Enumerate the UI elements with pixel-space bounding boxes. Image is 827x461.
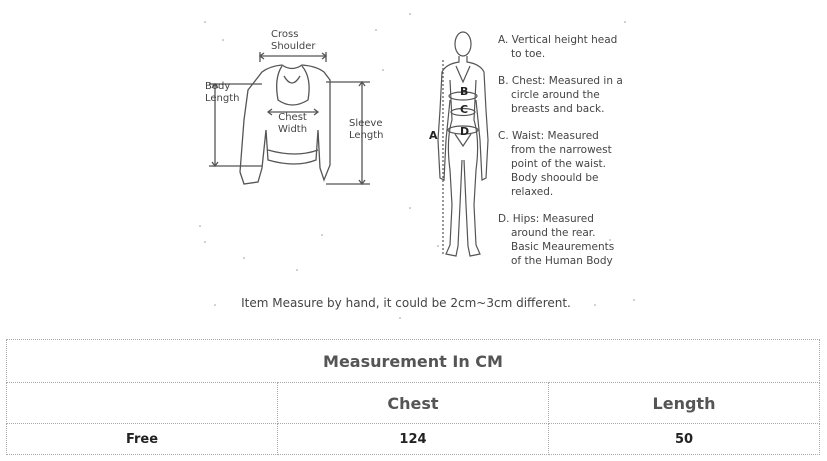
note-line: to toe. [511, 48, 546, 60]
marker-c: C [460, 103, 469, 116]
label-line: Sleeve [349, 118, 383, 129]
marker-a: A [429, 129, 438, 142]
marker-b: B [460, 85, 469, 98]
note-line: from the narrowest [511, 144, 612, 156]
table-title-row [7, 340, 820, 383]
note-heading: C. Waist: Measured [498, 130, 599, 142]
cell-length: 50 [549, 424, 820, 455]
note-d [498, 212, 633, 268]
size-table [6, 339, 820, 455]
table-title: Measurement In CM [7, 340, 820, 383]
note-line: of the Human Body [511, 255, 613, 267]
note-line: breasts and back. [511, 103, 605, 115]
table-row [7, 424, 820, 455]
label-line: Length [205, 93, 240, 104]
label-line: Body [205, 81, 231, 92]
note-line: relaxed. [511, 186, 554, 198]
note-line: circle around the [511, 89, 600, 101]
marker-d: D [460, 125, 470, 138]
cross-shoulder-label [271, 29, 316, 53]
note-a [498, 33, 633, 61]
cell-size: Free [7, 424, 278, 455]
cell-chest: 124 [278, 424, 549, 455]
note-line: Body shoould be [511, 172, 599, 184]
label-line: Cross [271, 29, 299, 40]
note-heading: D. Hips: Measured [498, 213, 594, 225]
table-header-row [7, 383, 820, 424]
label-line: Chest [278, 112, 307, 123]
note-b [498, 74, 633, 116]
human-figure-outline [438, 32, 488, 256]
sleeve-length-label [349, 118, 384, 142]
label-line: Shoulder [271, 41, 316, 52]
body-length-label [205, 81, 240, 105]
header-cell-length: Length [549, 383, 820, 424]
measurement-disclaimer: Item Measure by hand, it could be 2cm~3cm different. [241, 296, 571, 310]
chest-width-label [278, 112, 307, 136]
note-heading: A. Vertical height head [498, 34, 618, 46]
header-cell-chest: Chest [278, 383, 549, 424]
header-cell-size [7, 383, 278, 424]
note-line: point of the waist. [511, 158, 607, 170]
label-line: Length [349, 130, 384, 141]
note-line: around the rear. [511, 227, 596, 239]
note-c [498, 129, 633, 199]
note-line: Basic Meaurements [511, 241, 615, 253]
measurement-notes [498, 33, 633, 281]
label-line: Width [278, 124, 308, 135]
note-heading: B. Chest: Measured in a [498, 75, 623, 87]
